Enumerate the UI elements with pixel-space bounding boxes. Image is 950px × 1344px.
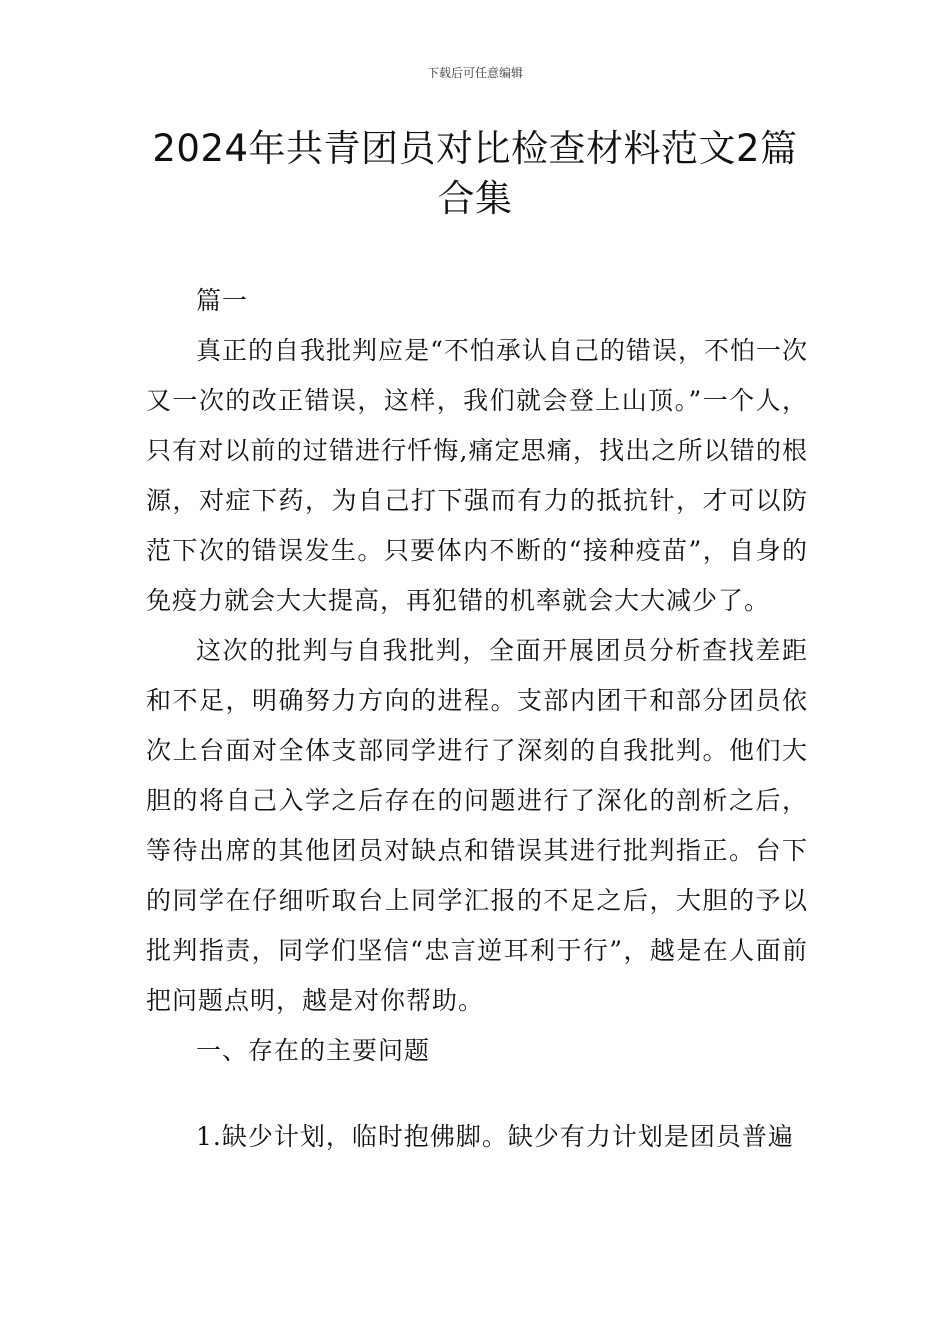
- header-note: 下载后可任意编辑: [426, 66, 523, 80]
- part-label: 篇一: [196, 286, 249, 315]
- spacer: [146, 1076, 808, 1112]
- paragraph-1: 真正的自我批判应是“不怕承认自己的错误，不怕一次又一次的改正错误，这样，我们就会登上山顶。”一个人，只有对以前的过错进行忏悔,痛定思痛，找出之所以错的根源，对症下药，为自己打下强而有力的抵抗针，才可以防范下次的错误发生。只要体内不断的“接种疫苗”，自身的免疫力就会大大提高，再犯错的机率就会大大减少了。: [146, 336, 808, 615]
- section-heading-problems: 一、存在的主要问题: [196, 1036, 431, 1065]
- list-item-1: 1.缺少计划，临时抱佛脚。缺少有力计划是团员普遍: [196, 1122, 794, 1151]
- document-title: 2024年共青团员对比检查材料范文2篇合集: [152, 127, 798, 220]
- document-body: [146, 276, 808, 1162]
- paragraph-2: 这次的批判与自我批判，全面开展团员分析查找差距和不足，明确努力方向的进程。支部内团干和部分团员依次上台面对全体支部同学进行了深刻的自我批判。他们大胆的将自己入学之后存在的问题进行了深化的剖析之后，等待出席的其他团员对缺点和错误其进行批判指正。台下的同学在仔细听取台上同学汇报的不足之后，大胆的予以批判指责，同学们坚信“忠言逆耳利于行”，越是在人面前把问题点明，越是对你帮助。: [146, 636, 808, 1015]
